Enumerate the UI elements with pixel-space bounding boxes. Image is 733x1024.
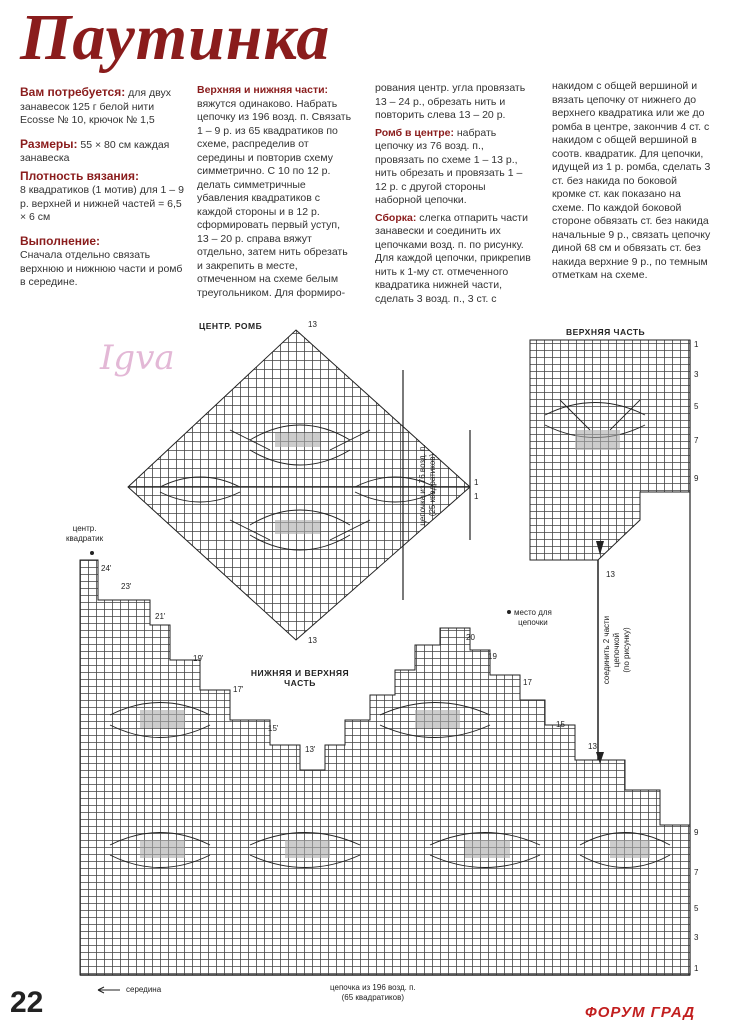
romb-chain-label-line: цепочка из 76 возд. п. (418, 444, 427, 526)
row-number: 1 (694, 340, 699, 349)
join-label (602, 595, 632, 705)
chain-place-label-line: место для (514, 608, 552, 617)
density-heading: Плотность вязания: (20, 168, 140, 183)
row-number: 7 (694, 868, 699, 877)
assembly-heading: Сборка: (375, 211, 417, 224)
row-number: 5 (694, 402, 699, 411)
chain-place-label (514, 608, 552, 628)
density-text: 8 квадратиков (1 мотив) для 1 – 9 р. верхней и нижней частей = 6,5 × 6 см (20, 184, 184, 223)
chain-place-label-line: цепочки (518, 618, 548, 627)
romb-dense-block (275, 433, 320, 447)
romb-dense-block (275, 520, 320, 534)
materials-text: для двух занавесок 125 г белой нити Ecosse № 10, крючок № 1,5 (20, 87, 171, 126)
lower-part-label-line: ЧАСТЬ (284, 678, 316, 688)
romb-chain-label (418, 430, 438, 540)
row-number: 13 (588, 742, 597, 751)
romb-label: ЦЕНТР. РОМБ (199, 321, 263, 331)
lower-part-label-line: НИЖНЯЯ И ВЕРХНЯЯ (250, 668, 350, 678)
row-number: 23' (121, 582, 132, 591)
row-number: 17' (233, 685, 244, 694)
row-number: 15' (268, 724, 279, 733)
row-number: 9 (694, 474, 699, 483)
center-square-label (66, 524, 103, 544)
row-number: 9 (694, 828, 699, 837)
row-number: 13' (305, 745, 316, 754)
row-number: 15 (556, 720, 565, 729)
sizes-text: 55 × 80 см каждая занавеска (20, 138, 170, 164)
row-number: 3 (694, 933, 699, 942)
row-number: 24' (101, 564, 112, 573)
assembly-text: слегка отпарить части занавески и соединить их цепочками возд. п. по рисунку. Для каждой цепочки, прикрепив нить к 1-му ст. отмеченного квадратика нижней части, сделать 3 возд. п., 3 ст. с (375, 211, 531, 305)
row-number: 5 (694, 904, 699, 913)
row-number: 21' (155, 612, 166, 621)
row-number: 7 (694, 436, 699, 445)
center-square-label-line: центр. (72, 524, 97, 533)
chain-place-dot (507, 610, 511, 614)
row-number: 1 (474, 492, 479, 501)
bottom-chain-label-line: цепочка из 196 возд. п. (330, 983, 416, 992)
row-number: 17 (523, 678, 532, 687)
join-label-line: (по рисунку) (622, 627, 631, 673)
row-number: 1 (694, 964, 699, 973)
row-number: 19 (488, 652, 497, 661)
bottom-chain-label (330, 983, 416, 1003)
parts-heading: Верхняя и нижняя части: (197, 84, 329, 96)
romb-text: набрать цепочку из 76 возд. п., провязать по схеме 1 – 13 р., нить обрезать и провязать 1 – 12 р. с другой стороны наборной цепочки. (375, 126, 523, 206)
row-number: 13 (606, 570, 615, 579)
lower-part-label (250, 668, 350, 688)
row-number: 3 (694, 370, 699, 379)
romb-heading: Ромб в центре: (375, 126, 454, 139)
materials-heading: Вам потребуется: (20, 85, 126, 99)
bottom-chain-label-line: (65 квадратиков) (341, 993, 405, 1002)
middle-arrow (98, 987, 120, 993)
corner-text: рования центр. угла провязать 13 – 24 р., обрезать нить и повторить слева 13 – 20 р. (375, 82, 526, 121)
watermark: Igva (100, 338, 175, 378)
upper-part-label: ВЕРХНЯЯ ЧАСТЬ (566, 327, 646, 337)
execution-text: Сначала отдельно связать верхнюю и нижнюю части и ромб в середине. (20, 249, 183, 288)
row-number: 19' (193, 654, 204, 663)
page-title: Паутинка (20, 1, 331, 74)
sizes-heading: Размеры: (20, 136, 78, 151)
row-number: 13 (308, 320, 317, 329)
join-label-line: цепочкой (612, 632, 621, 668)
footer-brand: ФОРУМ ГРАД (585, 1004, 696, 1021)
join-label-line: соединить 2 части (602, 615, 611, 685)
row-number: 13 (308, 636, 317, 645)
row-number: 20 (466, 633, 475, 642)
page-number: 22 (10, 986, 44, 1019)
romb-chain-label-line: (25 квадратиков) (428, 453, 437, 517)
execution-heading: Выполнение: (20, 233, 101, 248)
center-square-label-line: квадратик (66, 534, 104, 543)
middle-label: середина (126, 985, 162, 994)
center-square-dot (90, 551, 94, 555)
parts-text: вяжутся одинаково. Набрать цепочку из 196 возд. п. Связать 1 – 9 р. из 65 квадратиков по схеме, распределив от середины и повторив схему симметрично. С 10 по 12 р. делать симметричные убавления квадратиков с каждой стороны и в 12 р. сформировать первый уступ, 13 – 20 р. справа вяжут отдельно, затем нить обрезать и закрепить в месте, отмеченном на схеме белым треугольником. Для формиро- (197, 97, 352, 299)
assembly-continued-text: накидом с общей вершиной и вязать цепочку от нижнего до верхнего квадратика или же до ромба в центре, закончив 4 ст. с накидом с общей вершиной в соотв. квадратик. Для цепочки, идущей из 1 р. ромба, сделать 3 ст. без накида по боковой кромке ст. как показано на схеме. По каждой боковой стороне обвязать ст. без накида начальные 9 р., связать цепочку диной 68 см и обвязать ст. без накида верхние 9 р., по темным отметкам на схеме. (552, 80, 711, 281)
row-number: 1 (474, 478, 479, 487)
